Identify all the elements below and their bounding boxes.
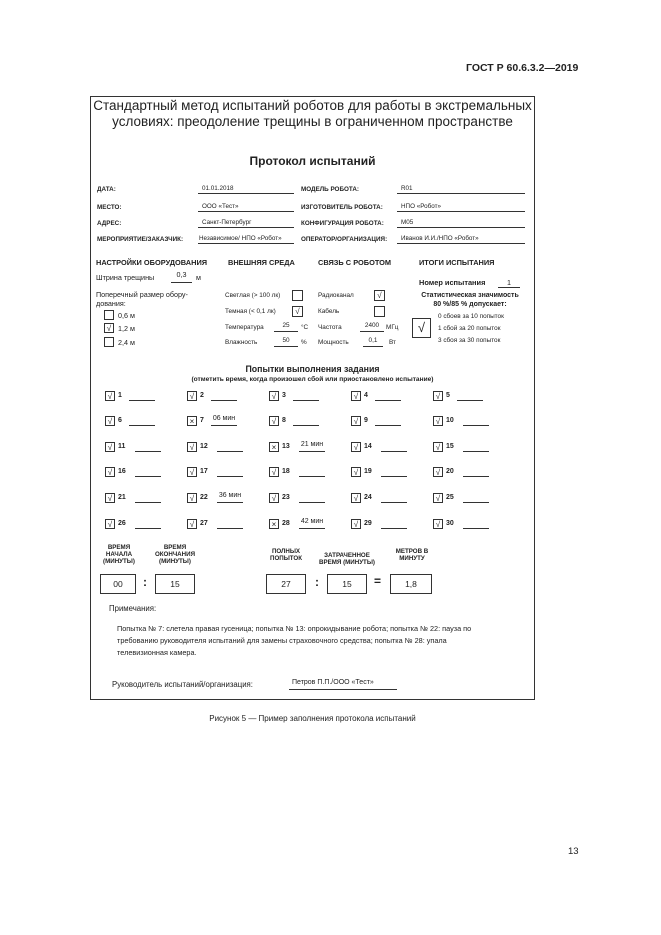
model-line <box>397 193 525 194</box>
attempt-28 <box>269 518 347 531</box>
maker-line <box>397 211 525 212</box>
attempt-24 <box>351 492 429 505</box>
signature-label: Руководитель испытаний/организация: <box>112 680 253 689</box>
attempt-number: 16 <box>118 468 126 475</box>
temp-value[interactable]: 25 <box>282 322 290 329</box>
attempt-time-line <box>381 476 407 477</box>
notes-text[interactable]: Попытка № 7: слетела правая гусеница; попытка № 13: опрокидывание робота; попытка № 22: пауза по требованию руководителя испытаний для замены страховочного средства; попытка № 28: упала телевизионная камера. <box>117 624 472 657</box>
event-line <box>198 243 294 244</box>
temp-unit: °С <box>301 324 309 331</box>
freq-label: Частота <box>318 324 342 331</box>
attempt-time[interactable]: 42 мин <box>300 518 324 525</box>
attempt-checkbox[interactable] <box>351 467 361 477</box>
attempt-checkbox[interactable] <box>351 391 361 401</box>
attempt-number: 17 <box>200 468 208 475</box>
attempt-19 <box>351 466 429 479</box>
freq-unit: МГц <box>386 324 399 331</box>
attempt-checkbox[interactable] <box>187 467 197 477</box>
model-label: МОДЕЛЬ РОБОТА: <box>301 186 359 193</box>
check-mark-icon: √ <box>435 443 441 452</box>
attempt-time-line <box>135 502 161 503</box>
test-number-line <box>498 287 520 288</box>
check-mark-icon: √ <box>271 468 277 477</box>
check-mark-icon: √ <box>353 468 359 477</box>
attempt-10 <box>433 415 511 428</box>
light-checkbox[interactable] <box>292 290 303 301</box>
power-label: Мощность <box>318 339 349 346</box>
attempt-14 <box>351 441 429 454</box>
size-label-1: Поперечный размер обору- <box>96 290 188 299</box>
check-mark-icon: √ <box>189 520 195 529</box>
cable-checkbox[interactable] <box>374 306 385 317</box>
check-mark-icon: √ <box>435 468 441 477</box>
attempt-number: 6 <box>118 417 122 424</box>
spent-time-label: ЗАТРАЧЕННОЕ ВРЕМЯ (МИНУТЫ) <box>319 552 375 566</box>
date-label: ДАТА: <box>97 186 116 193</box>
attempt-5 <box>433 390 511 403</box>
check-mark-icon: √ <box>107 468 113 477</box>
test-number-label: Номер испытания <box>419 278 486 287</box>
check-mark-icon: √ <box>189 392 195 401</box>
attempt-2 <box>187 390 265 403</box>
attempt-time-line <box>217 451 243 452</box>
date-line <box>198 193 294 194</box>
attempt-number: 23 <box>282 494 290 501</box>
attempt-11 <box>105 441 183 454</box>
attempt-checkbox[interactable] <box>187 442 197 452</box>
attempt-checkbox[interactable] <box>105 416 115 426</box>
attempt-time-line <box>135 451 161 452</box>
attempt-number: 2 <box>200 392 204 399</box>
attempt-number: 19 <box>364 468 372 475</box>
attempt-time-line <box>299 528 325 529</box>
check-mark-icon: √ <box>107 494 113 503</box>
meters-value[interactable]: 1,8 <box>390 574 432 594</box>
attempt-checkbox[interactable] <box>187 519 197 529</box>
end-time-label: ВРЕМЯ ОКОНЧАНИЯ (МИНУТЫ) <box>154 544 196 565</box>
attempt-30 <box>433 518 511 531</box>
crack-label: Штрина трещины <box>96 273 155 282</box>
cross-mark-icon: × <box>271 520 277 529</box>
results-heading: ИТОГИ ИСПЫТАНИЯ <box>419 258 495 267</box>
size-12-label: 1,2 м <box>118 324 135 333</box>
attempt-number: 8 <box>282 417 286 424</box>
full-attempts-value[interactable]: 27 <box>266 574 306 594</box>
check-mark-icon: √ <box>353 494 359 503</box>
attempt-time-line <box>463 425 489 426</box>
attempt-number: 11 <box>118 443 126 450</box>
attempt-number: 30 <box>446 520 454 527</box>
full-attempts-label: ПОЛНЫХ ПОПЫТОК <box>270 548 302 562</box>
dark-label: Темная (< 0,1 лк) <box>225 308 276 315</box>
attempt-time-line <box>375 400 401 401</box>
attempt-21 <box>105 492 183 505</box>
check-mark-icon: √ <box>106 324 112 333</box>
crack-unit: м <box>196 273 201 282</box>
attempt-time-line <box>135 528 161 529</box>
attempt-number: 25 <box>446 494 454 501</box>
attempt-checkbox[interactable] <box>187 493 197 503</box>
maker-value[interactable]: НПО «Робот» <box>401 203 442 210</box>
check-mark-icon: √ <box>107 392 113 401</box>
event-value[interactable]: Независимое/ НПО «Робот» <box>199 235 282 242</box>
standard-number: ГОСТ Р 60.6.3.2—2019 <box>466 62 579 74</box>
attempt-time-line <box>217 502 243 503</box>
attempt-20 <box>433 466 511 479</box>
operator-line <box>397 243 525 244</box>
signature-line <box>289 689 397 690</box>
cable-label: Кабель <box>318 308 340 315</box>
attempt-time-line <box>463 451 489 452</box>
attempt-checkbox[interactable] <box>433 493 443 503</box>
attempt-number: 4 <box>364 392 368 399</box>
attempt-checkbox[interactable] <box>105 467 115 477</box>
power-unit: Вт <box>389 339 396 346</box>
attempt-checkbox[interactable] <box>269 467 279 477</box>
crack-value[interactable]: 0,3 <box>176 270 187 279</box>
attempt-checkbox[interactable] <box>351 416 361 426</box>
config-line <box>397 227 525 228</box>
attempt-4 <box>351 390 429 403</box>
attempt-checkbox[interactable] <box>187 416 197 426</box>
attempt-checkbox[interactable] <box>351 519 361 529</box>
maker-label: ИЗГОТОВИТЕЛЬ РОБОТА: <box>301 204 383 211</box>
attempt-checkbox[interactable] <box>433 467 443 477</box>
check-mark-icon: √ <box>271 494 277 503</box>
attempts-subtitle: (отметить время, когда произошел сбой или приостановлено испытание) <box>191 376 434 383</box>
significance-line-2: 80 %/85 % допускает: <box>433 301 507 308</box>
start-time-label: ВРЕМЯ НАЧАЛА (МИНУТЫ) <box>103 544 135 565</box>
attempt-number: 5 <box>446 392 450 399</box>
attempt-27 <box>187 518 265 531</box>
attempt-checkbox[interactable] <box>269 416 279 426</box>
check-mark-icon: √ <box>189 468 195 477</box>
attempt-number: 15 <box>446 443 454 450</box>
attempt-3 <box>269 390 347 403</box>
check-mark-icon: √ <box>107 443 113 452</box>
cross-mark-icon: × <box>189 417 195 426</box>
check-mark-icon: √ <box>417 320 426 335</box>
attempt-time[interactable]: 21 мин <box>300 441 324 448</box>
attempt-checkbox[interactable] <box>351 493 361 503</box>
attempt-time-line <box>299 476 325 477</box>
attempt-time-line <box>457 400 483 401</box>
freq-line <box>360 331 384 332</box>
attempt-time-line <box>217 528 243 529</box>
check-mark-icon: √ <box>189 494 195 503</box>
attempt-number: 26 <box>118 520 126 527</box>
attempt-time-line <box>463 528 489 529</box>
result-line-1: 0 сбоев за 10 попыток <box>438 313 504 320</box>
attempt-number: 10 <box>446 417 454 424</box>
operator-value[interactable]: Иванов И.И./НПО «Робот» <box>401 235 479 242</box>
result-line-2: 1 сбой за 20 попыток <box>438 325 501 332</box>
attempt-checkbox[interactable] <box>105 519 115 529</box>
colon-separator-2: : <box>315 575 319 589</box>
equals-sign: = <box>374 574 382 588</box>
check-mark-icon: √ <box>435 417 441 426</box>
attempt-time-line <box>293 425 319 426</box>
signature-value[interactable]: Петров П.П./ООО «Тест» <box>292 679 374 686</box>
check-mark-icon: √ <box>271 392 277 401</box>
attempt-time-line <box>463 502 489 503</box>
attempt-checkbox[interactable] <box>351 442 361 452</box>
address-label: АДРЕС: <box>97 220 122 227</box>
attempt-8 <box>269 415 347 428</box>
attempt-number: 12 <box>200 443 208 450</box>
attempt-number: 7 <box>200 417 204 424</box>
attempt-number: 3 <box>282 392 286 399</box>
attempt-12 <box>187 441 265 454</box>
attempt-time-line <box>211 400 237 401</box>
check-mark-icon: √ <box>377 291 382 300</box>
attempt-18 <box>269 466 347 479</box>
attempt-time-line <box>129 425 155 426</box>
colon-separator: : <box>143 575 147 589</box>
size-06-label: 0,6 м <box>118 311 135 320</box>
size-06-checkbox[interactable] <box>104 310 114 320</box>
attempt-time-line <box>299 502 325 503</box>
hum-line <box>274 346 298 347</box>
temp-label: Температура <box>225 324 264 331</box>
attempt-number: 27 <box>200 520 208 527</box>
config-value[interactable]: М05 <box>401 219 414 226</box>
operator-label: ОПЕРАТОР/ОРГАНИЗАЦИЯ: <box>301 236 388 243</box>
attempt-time-line <box>375 425 401 426</box>
attempt-checkbox[interactable] <box>105 442 115 452</box>
attempt-number: 28 <box>282 520 290 527</box>
attempt-26 <box>105 518 183 531</box>
attempt-time-line <box>381 502 407 503</box>
attempt-time-line <box>211 425 237 426</box>
attempt-number: 21 <box>118 494 126 501</box>
meters-label: МЕТРОВ В МИНУТУ <box>395 548 429 562</box>
attempt-checkbox[interactable] <box>433 391 443 401</box>
attempt-time-line <box>217 476 243 477</box>
attempt-checkbox[interactable] <box>269 391 279 401</box>
event-label: МЕРОПРИЯТИЕ/ЗАКАЗЧИК: <box>97 236 184 243</box>
attempt-17 <box>187 466 265 479</box>
attempt-time-line <box>129 400 155 401</box>
attempt-29 <box>351 518 429 531</box>
attempts-title: Попытки выполнения задания <box>245 364 380 374</box>
check-mark-icon: √ <box>435 520 441 529</box>
config-label: КОНФИГУРАЦИЯ РОБОТА: <box>301 220 384 227</box>
attempt-15 <box>433 441 511 454</box>
size-label-2: дования: <box>96 299 126 308</box>
size-24-label: 2,4 м <box>118 338 135 347</box>
significance-checkbox[interactable] <box>412 318 431 338</box>
check-mark-icon: √ <box>107 417 113 426</box>
attempt-checkbox[interactable] <box>187 391 197 401</box>
attempt-time-line <box>135 476 161 477</box>
check-mark-icon: √ <box>353 392 359 401</box>
check-mark-icon: √ <box>353 443 359 452</box>
check-mark-icon: √ <box>435 392 441 401</box>
place-label: МЕСТО: <box>97 204 122 211</box>
attempt-checkbox[interactable] <box>105 391 115 401</box>
attempt-16 <box>105 466 183 479</box>
attempt-number: 14 <box>364 443 372 450</box>
attempt-checkbox[interactable] <box>433 519 443 529</box>
attempt-1 <box>105 390 183 403</box>
notes-label: Примечания: <box>109 604 157 613</box>
attempt-time-line <box>381 528 407 529</box>
attempt-13 <box>269 441 347 454</box>
address-value[interactable]: Санкт-Петербург <box>202 219 252 226</box>
end-time-value[interactable]: 15 <box>155 574 195 594</box>
freq-value[interactable]: 2400 <box>364 322 380 329</box>
radio-label: Радиоканал <box>318 292 354 299</box>
place-line <box>198 211 294 212</box>
check-mark-icon: √ <box>271 417 277 426</box>
attempt-time[interactable]: 06 мин <box>212 415 236 422</box>
attempt-checkbox[interactable] <box>105 493 115 503</box>
equipment-heading: НАСТРОЙКИ ОБОРУДОВАНИЯ <box>96 258 208 267</box>
attempt-number: 20 <box>446 468 454 475</box>
figure-caption: Рисунок 5 — Пример заполнения протокола испытаний <box>209 714 416 723</box>
address-line <box>198 227 294 228</box>
power-line <box>363 346 383 347</box>
check-mark-icon: √ <box>435 494 441 503</box>
power-value[interactable]: 0,1 <box>368 337 378 344</box>
light-label: Светлая (> 100 лк) <box>225 292 281 299</box>
check-mark-icon: √ <box>353 417 359 426</box>
attempt-number: 13 <box>282 443 290 450</box>
form-title: Стандартный метод испытаний роботов для работы в экстремальных условиях: преодоление трещины в ограниченном пространстве <box>93 98 532 129</box>
attempt-25 <box>433 492 511 505</box>
attempt-time-line <box>463 476 489 477</box>
attempt-6 <box>105 415 183 428</box>
comm-heading: СВЯЗЬ С РОБОТОМ <box>318 258 392 267</box>
temp-line <box>274 331 298 332</box>
check-mark-icon: √ <box>107 520 113 529</box>
check-mark-icon: √ <box>295 307 300 316</box>
protocol-title: Протокол испытаний <box>249 154 376 168</box>
attempt-checkbox[interactable] <box>433 442 443 452</box>
attempt-number: 22 <box>200 494 208 501</box>
test-number-value[interactable]: 1 <box>507 278 511 287</box>
result-line-3: 3 сбоя за 30 попыток <box>438 337 501 344</box>
attempt-time-line <box>381 451 407 452</box>
attempt-checkbox[interactable] <box>433 416 443 426</box>
model-value[interactable]: R01 <box>401 185 413 192</box>
hum-value[interactable]: 50 <box>282 337 290 344</box>
attempt-checkbox[interactable] <box>269 493 279 503</box>
check-mark-icon: √ <box>353 520 359 529</box>
attempt-time-line <box>293 400 319 401</box>
cross-mark-icon: × <box>271 443 277 452</box>
page-number: 13 <box>568 846 579 857</box>
attempt-checkbox[interactable] <box>269 519 279 529</box>
attempt-number: 24 <box>364 494 372 501</box>
attempt-9 <box>351 415 429 428</box>
hum-unit: % <box>301 339 307 346</box>
attempt-checkbox[interactable] <box>269 442 279 452</box>
dark-checkbox[interactable] <box>292 306 303 317</box>
environment-heading: ВНЕШНЯЯ СРЕДА <box>228 258 295 267</box>
attempt-number: 29 <box>364 520 372 527</box>
crack-line <box>171 282 192 283</box>
hum-label: Влажность <box>225 339 258 346</box>
start-time-value[interactable]: 00 <box>100 574 136 594</box>
size-12-checkbox[interactable] <box>104 323 114 333</box>
size-24-checkbox[interactable] <box>104 337 114 347</box>
spent-time-value[interactable]: 15 <box>327 574 367 594</box>
radio-checkbox[interactable] <box>374 290 385 301</box>
attempt-time-line <box>299 451 325 452</box>
attempt-time[interactable]: 36 мин <box>218 492 242 499</box>
attempt-22 <box>187 492 265 505</box>
attempt-number: 18 <box>282 468 290 475</box>
attempt-23 <box>269 492 347 505</box>
date-value[interactable]: 01.01.2018 <box>202 185 234 192</box>
attempt-number: 1 <box>118 392 122 399</box>
attempt-7 <box>187 415 265 428</box>
significance-line-1: Статистическая значимость <box>421 292 519 299</box>
place-value[interactable]: ООО «Тест» <box>202 203 239 210</box>
check-mark-icon: √ <box>189 443 195 452</box>
attempt-number: 9 <box>364 417 368 424</box>
